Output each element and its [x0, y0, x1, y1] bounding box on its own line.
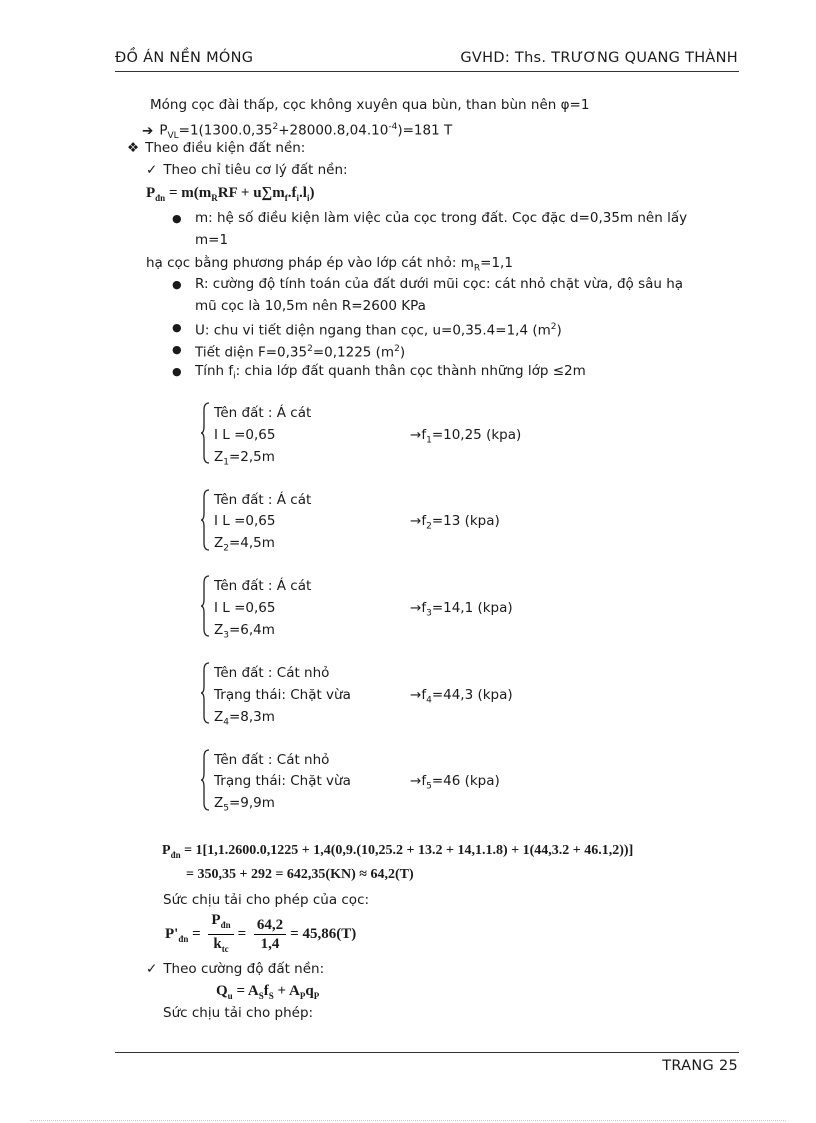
arrow-right-icon: → [410, 687, 422, 703]
fraction: $\frac{P_{đn}}{k_{tc}}$ [208, 911, 233, 958]
item-fi: Tính $f_i$: chia lớp đất quanh thân cọc thành những lớp ≤2m [195, 363, 586, 382]
layer-1-index: I L =0,65 [214, 427, 276, 443]
layer-5-depth: $Z_5=9,9m$ [214, 795, 275, 814]
brace-icon [201, 575, 210, 637]
checkmark-icon: ✓ [146, 961, 158, 977]
item-u: U: chu vi tiết diện ngang than cọc, u=0,35.4=1,4 $(m^2)$ [195, 322, 562, 339]
bullet-icon: ● [172, 343, 182, 356]
header-divider [115, 71, 739, 72]
layer-3-friction: $\to f_3=14,1$ (kpa) [410, 600, 513, 619]
fraction: $\frac{64,2}{1,4}$ [254, 916, 286, 953]
arrow-right-icon: → [410, 600, 422, 616]
layer-1-depth: $Z_1=2,5m$ [214, 449, 275, 468]
layer-4-state: Trạng thái: Chặt vừa [214, 687, 351, 703]
layer-5-friction: $\to f_5=46$ (kpa) [410, 773, 500, 792]
layer-3-depth: $Z_3=6,4m$ [214, 622, 275, 641]
item-r-line2: mũ cọc là 10,5m nên R=2600 KPa [195, 298, 426, 314]
brace-icon [201, 749, 210, 811]
calc-equation-1: $P_{đn} = 1[1,1.2600.0,1225 + 1,4(0,9.(10,25.2 + 13.2 + 14,1.1.8) + 1(44,3.2 + 46.1,2))]$ [162, 843, 634, 860]
brace-icon [201, 489, 210, 551]
footer-divider [115, 1052, 739, 1053]
arrow-right-icon: → [410, 773, 422, 789]
brace-icon [201, 662, 210, 724]
layer-2-friction: $\to f_2=13$ (kpa) [410, 513, 500, 532]
layer-1-friction: $\to f_1=10,25$ (kpa) [410, 427, 522, 446]
layer-4-depth: $Z_4=8,3m$ [214, 709, 275, 728]
item-m-line2: m=1 [195, 232, 229, 248]
bullet-icon: ● [172, 365, 182, 378]
intro-line2: ➔ $P_{VL}=1(1300.0,35^2+28000.8,04.10^{-4})=181$ T [142, 122, 453, 142]
layer-4-name: Tên đất : Cát nhỏ [214, 665, 330, 681]
item-f: Tiết diện $F=0,35^2=0,1225$ $(m^2)$ [195, 344, 406, 361]
strength-formula: $Q_u = A_Sf_S + A_Pq_P$ [216, 983, 320, 1001]
layer-2-depth: $Z_2=4,5m$ [214, 535, 275, 554]
layer-4-friction: $\to f_4=44,3$ (kpa) [410, 687, 513, 706]
page-edge [30, 1120, 786, 1121]
arrow-right-icon: → [410, 427, 422, 443]
diamond-bullet-icon: ❖ [127, 140, 140, 156]
formula-bearing-capacity: $P_{đn} = m(m_RRF + u\sum m_f.f_i.l_i)$ [146, 185, 315, 203]
physical-heading: ✓ Theo chỉ tiêu cơ lý đất nền: [146, 162, 348, 178]
soil-condition-heading: ❖ Theo điều kiện đất nền: [127, 140, 306, 156]
layer-5-state: Trạng thái: Chặt vừa [214, 773, 351, 789]
layer-3-index: I L =0,65 [214, 600, 276, 616]
item-r-line1: R: cường độ tính toán của đất dưới mũi cọc: cát nhỏ chặt vừa, độ sâu hạ [195, 276, 684, 292]
layer-1-name: Tên đất : Á cát [214, 405, 312, 421]
bullet-icon: ● [172, 278, 182, 291]
calc-equation-2: = 350,35 + 292 = 642,35(KN) ≈ 64,2(T) [186, 867, 414, 882]
bullet-icon: ● [172, 212, 182, 225]
allowable-capacity-formula: $P'_{đn}$ = $\frac{P_{đn}}{k_{tc}}$ = $\frac{64,2}{1,4}$ = 45,86(T) [165, 911, 356, 960]
layer-2-name: Tên đất : Á cát [214, 492, 312, 508]
checkmark-icon: ✓ [146, 162, 158, 178]
strength-allowable: Sức chịu tải cho phép: [163, 1005, 314, 1021]
page-number: TRANG 25 [662, 1058, 738, 1074]
layer-5-name: Tên đất : Cát nhỏ [214, 752, 330, 768]
arrow-right-icon: → [410, 513, 422, 529]
intro-line1: Móng cọc đài thấp, cọc không xuyên qua bùn, than bùn nên φ=1 [150, 97, 590, 113]
layer-3-name: Tên đất : Á cát [214, 578, 312, 594]
arrow-right-icon: ➔ [142, 122, 154, 139]
item-mr: hạ cọc bằng phương pháp ép vào lớp cát nhỏ: $m_R=1,1$ [146, 255, 513, 274]
bullet-icon: ● [172, 321, 182, 334]
strength-heading: ✓ Theo cường độ đất nền: [146, 961, 325, 977]
item-m-line1: m: hệ số điều kiện làm việc của cọc trong đất. Cọc đặc d=0,35m nên lấy [195, 210, 688, 226]
header-left: ĐỒ ÁN NỀN MÓNG [115, 50, 254, 66]
allowable-capacity-heading: Sức chịu tải cho phép của cọc: [163, 892, 370, 908]
layer-2-index: I L =0,65 [214, 513, 276, 529]
header-right: GVHD: Ths. TRƯƠNG QUANG THÀNH [460, 50, 738, 66]
brace-icon [201, 402, 210, 464]
